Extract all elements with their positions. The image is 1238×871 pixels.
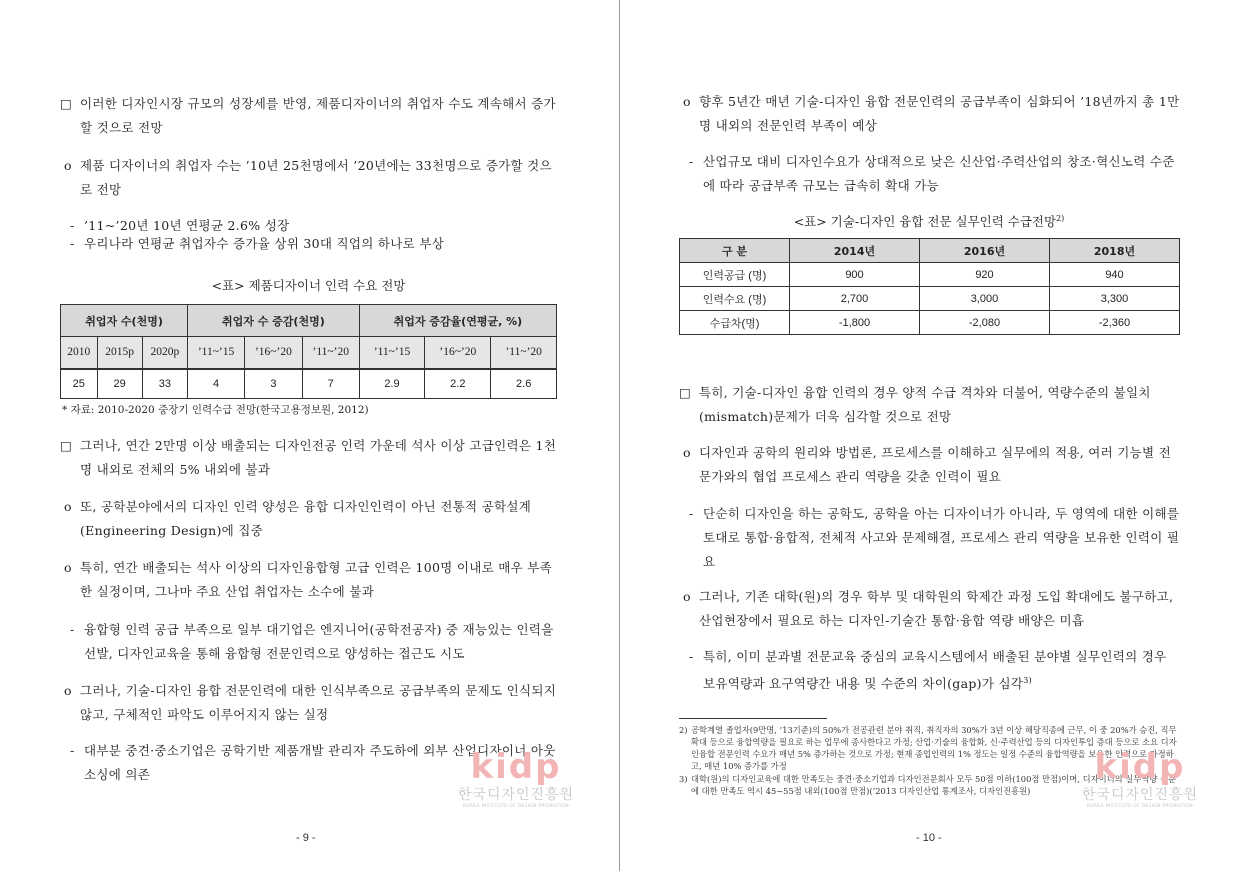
table-cell: 2.2 bbox=[425, 369, 491, 399]
table-group-header: 취업자 수(천명) bbox=[61, 305, 188, 337]
circle-bullet-icon: o bbox=[64, 158, 72, 173]
left-paragraph-5: □ 그러나, 연간 2만명 이상 배출되는 디자인전공 인력 가운데 석사 이상 고급인력은 1천명 내외로 전체의 5% 내외에 불과 bbox=[60, 434, 560, 482]
circle-bullet-icon: o bbox=[683, 94, 691, 109]
right-page bbox=[619, 0, 1238, 871]
table-group-header: 취업자 수 증감(천명) bbox=[188, 305, 360, 337]
right-table-caption: <표> 기술-디자인 융합 전문 실무인력 수급전망$^{2)}$ bbox=[793, 213, 1065, 229]
left-paragraph-2: o 제품 디자이너의 취업자 수는 ’10년 25천명에서 ’20년에는 33천명으로 증가할 것으로 전망 bbox=[64, 154, 560, 202]
square-bullet-icon: □ bbox=[60, 96, 73, 111]
circle-bullet-icon: o bbox=[683, 445, 691, 460]
left-paragraph-3: - ’11~’20년 10년 연평균 2.6% 성장 bbox=[70, 214, 560, 238]
table-row-label: 인력수요 (명) bbox=[680, 287, 790, 311]
right-paragraph-1: o 향후 5년간 매년 기술-디자인 융합 전문인력의 공급부족이 심화되어 ’18년까지 총 1만명 내외의 전문인력 부족이 예상 bbox=[683, 90, 1183, 138]
table-cell: 940 bbox=[1050, 263, 1180, 287]
circle-bullet-icon: o bbox=[64, 499, 72, 514]
table-cell: 2.9 bbox=[359, 369, 424, 399]
left-paragraph-6: o 또, 공학분야에서의 디자인 인력 양성은 융합 디자인인력이 아닌 전통적 공학설계(Engineering Design)에 집중 bbox=[64, 495, 560, 543]
left-paragraph-8: - 융합형 인력 공급 부족으로 일부 대기업은 엔지니어(공학전공자) 중 재능있는 인력을 선발, 디자인교육을 통해 융합형 전문인력으로 양성하는 접근도 시도 bbox=[70, 618, 560, 666]
footnote-2: 2) 공학계열 졸업자(9만명, ’13기준)의 50%가 전공관련 분야 취직, 취직자의 30%가 3년 이상 해당직종에 근무, 이 중 20%가 승진, 직무 확대 등으로 융합역량을 필요로 하는 업무에 종사한다고 가정; 산업·기술의 융합화, 신·주력산업 등의 디자인투입 증대 등으로 소요 디자인융합 전문인력 수요가 매년 5% 증가하는 것으로 가정; 현재 종업인력의 1% 정도는 일정 수준의 융합역량을 보유한 인력으로 가정하고, 매년 10% 증가를 가정 bbox=[679, 725, 1177, 771]
table-cell: 920 bbox=[920, 263, 1050, 287]
table-subheader: ’11~’15 bbox=[188, 337, 245, 369]
table-cell: 4 bbox=[188, 369, 245, 399]
table-cell: 29 bbox=[97, 369, 142, 399]
page-number: - 10 - bbox=[916, 832, 942, 844]
table-header: 2018년 bbox=[1050, 239, 1180, 263]
left-paragraph-1: □ 이러한 디자인시장 규모의 성장세를 반영, 제품디자이너의 취업자 수도 계속해서 증가할 것으로 전망 bbox=[60, 92, 560, 140]
table-cell: 33 bbox=[142, 369, 187, 399]
table-subheader: ’11~’15 bbox=[359, 337, 424, 369]
table-header: 2014년 bbox=[790, 239, 920, 263]
dash-bullet-icon: - bbox=[689, 649, 694, 664]
kidp-logo-icon: kidp bbox=[470, 747, 562, 787]
left-paragraph-4: - 우리나라 연평균 취업자수 증가율 상위 30대 직업의 하나로 부상 bbox=[70, 232, 560, 256]
footnote-ref: 2) bbox=[1056, 213, 1065, 223]
kidp-watermark: kidp 한국디자인진흥원 KOREA INSTITUTE OF DESIGN PROMOTION bbox=[1081, 747, 1199, 809]
left-paragraph-7: o 특히, 연간 배출되는 석사 이상의 디자인융합형 고급 인력은 100명 이내로 매우 부족한 실정이며, 그나마 주요 산업 취업자는 소수에 불과 bbox=[64, 556, 560, 604]
table-cell: -2,360 bbox=[1050, 311, 1180, 335]
dash-bullet-icon: - bbox=[70, 218, 75, 233]
dash-bullet-icon: - bbox=[70, 743, 75, 758]
table-subheader: 2010 bbox=[61, 337, 98, 369]
circle-bullet-icon: o bbox=[683, 589, 691, 604]
dash-bullet-icon: - bbox=[689, 154, 694, 169]
table-row-label: 수급차(명) bbox=[680, 311, 790, 335]
square-bullet-icon: □ bbox=[679, 385, 692, 400]
kidp-logo-icon: kidp bbox=[1094, 747, 1186, 787]
dash-bullet-icon: - bbox=[70, 622, 75, 637]
right-paragraph-5: - 단순히 디자인을 하는 공학도, 공학을 아는 디자이너가 아니라, 두 영역에 대한 이해를 토대로 통합·융합적, 전체적 사고와 문제해결, 프로세스 관리 역량을 보유한 인력이 필요 bbox=[689, 502, 1183, 574]
table-cell: 2,700 bbox=[790, 287, 920, 311]
table-cell: 7 bbox=[302, 369, 359, 399]
right-paragraph-7: - 특히, 이미 분과별 전문교육 중심의 교육시스템에서 배출된 분야별 실무인력의 경우 보유역량과 요구역량간 내용 및 수준의 차이(gap)가 심각$^{3)}$ bbox=[689, 645, 1183, 696]
table-cell: -2,080 bbox=[920, 311, 1050, 335]
table-source-note: * 자료: 2010-2020 중장기 인력수급 전망(한국고용정보원, 2012) bbox=[62, 404, 369, 416]
left-paragraph-9: o 그러나, 기술-디자인 융합 전문인력에 대한 인식부족으로 공급부족의 문제도 인식되지 않고, 구체적인 파악도 이루어지지 않는 실정 bbox=[64, 679, 560, 727]
table-header: 2016년 bbox=[920, 239, 1050, 263]
table-subheader: ’11~’20 bbox=[491, 337, 557, 369]
tech-design-supply-table bbox=[679, 238, 1180, 335]
table-cell: 3,300 bbox=[1050, 287, 1180, 311]
table-cell: 3 bbox=[245, 369, 303, 399]
table-subheader: ’16~’20 bbox=[425, 337, 491, 369]
table-header: 구 분 bbox=[680, 239, 790, 263]
right-paragraph-4: o 디자인과 공학의 원리와 방법론, 프로세스를 이해하고 실무에의 적용, 여러 기능별 전문가와의 협업 프로세스 관리 역량을 갖춘 인력이 필요 bbox=[683, 441, 1183, 489]
square-bullet-icon: □ bbox=[60, 438, 73, 453]
right-paragraph-2: - 산업규모 대비 디자인수요가 상대적으로 낮은 신산업·주력산업의 창조·혁신노력 수준에 따라 공급부족 규모는 급속히 확대 가능 bbox=[689, 150, 1183, 198]
dash-bullet-icon: - bbox=[689, 506, 694, 521]
table-cell: 25 bbox=[61, 369, 98, 399]
dash-bullet-icon: - bbox=[70, 236, 75, 251]
table-subheader: ’16~’20 bbox=[245, 337, 303, 369]
product-designer-demand-table bbox=[60, 304, 557, 399]
circle-bullet-icon: o bbox=[64, 560, 72, 575]
table-subheader: 2015p bbox=[97, 337, 142, 369]
left-table-caption: <표> 제품디자이너 인력 수요 전망 bbox=[211, 278, 406, 293]
left-paragraph-10: - 대부분 중견·중소기업은 공학기반 제품개발 관리자 주도하에 외부 산업디자이너 아웃소싱에 의존 bbox=[70, 739, 560, 787]
table-cell: 3,000 bbox=[920, 287, 1050, 311]
table-cell: 2.6 bbox=[491, 369, 557, 399]
table-row-label: 인력공급 (명) bbox=[680, 263, 790, 287]
footnote-3: 3) 대학(원)의 디자인교육에 대한 만족도는 중견·중소기업과 디자인전문회사 모두 50점 이하(100점 만점)이며, 디자이너의 실무역량 수준에 대한 만족도 역시 45~55점 내외(100점 만점)(’2013 디자인산업 통계조사, 디자인진흥원) bbox=[679, 774, 1177, 796]
table-cell: 900 bbox=[790, 263, 920, 287]
kidp-watermark: kidp 한국디자인진흥원 KOREA INSTITUTE OF DESIGN PROMOTION bbox=[457, 747, 575, 809]
footnote-divider bbox=[679, 718, 827, 719]
table-group-header: 취업자 증감율(연평균, %) bbox=[359, 305, 556, 337]
table-subheader: ’11~’20 bbox=[302, 337, 359, 369]
right-paragraph-3: □ 특히, 기술-디자인 융합 인력의 경우 양적 수급 격차와 더불어, 역량수준의 불일치(mismatch)문제가 더욱 심각할 것으로 전망 bbox=[679, 381, 1183, 429]
table-cell: -1,800 bbox=[790, 311, 920, 335]
footnote-ref: 3) bbox=[1023, 676, 1033, 685]
table-subheader: 2020p bbox=[142, 337, 187, 369]
right-paragraph-6: o 그러나, 기존 대학(원)의 경우 학부 및 대학원의 학제간 과정 도입 확대에도 불구하고, 산업현장에서 필요로 하는 디자인-기술간 통합·융합 역량 배양은 미흡 bbox=[683, 585, 1183, 633]
circle-bullet-icon: o bbox=[64, 683, 72, 698]
page-number: - 9 - bbox=[296, 832, 316, 844]
